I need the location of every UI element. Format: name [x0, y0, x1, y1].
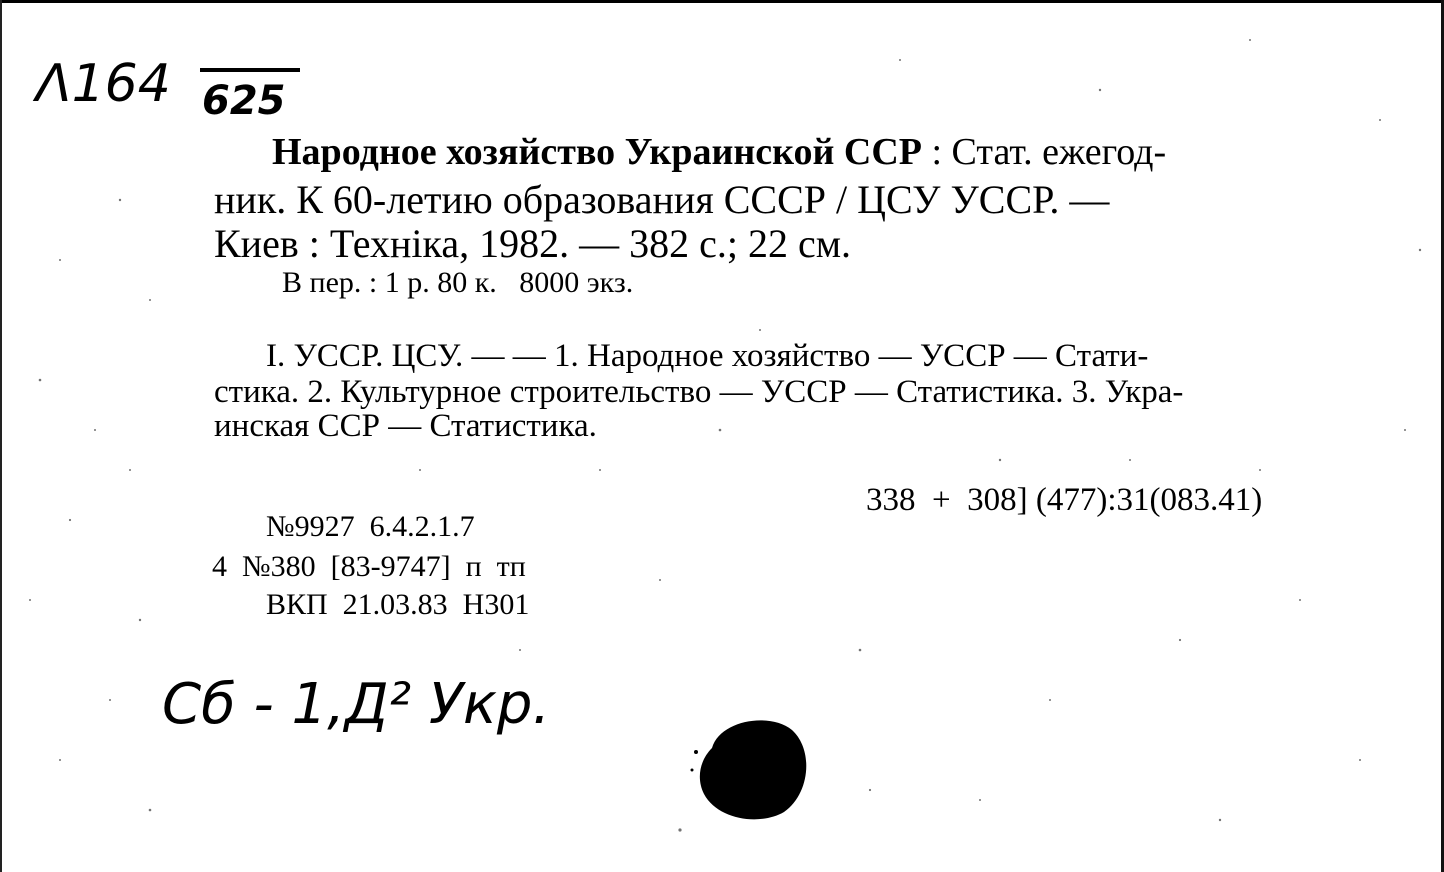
entry-title: Народное хозяйство Украинской ССР — [272, 131, 922, 173]
classification-number: 338 + 308] (477):31(083.41) — [866, 482, 1263, 518]
shelfmark-number-handwritten: 625 — [202, 78, 286, 124]
imprint-line-2: 4 №380 [83-9747] п тп — [212, 550, 526, 583]
entry-line-4: В пер. : 1 р. 80 к. 8000 экз. — [282, 266, 634, 299]
shelfmark-overline — [200, 68, 300, 72]
entry-title-rest: : Стат. ежегод- — [922, 131, 1167, 173]
handwritten-note: Сб - 1,Д² Укр. — [162, 672, 551, 737]
entry-line-2: ник. К 60-летию образования СССР / ЦСУ УССР. — — [214, 177, 1110, 222]
subjects-line-3: инская ССР — Статистика. — [214, 408, 597, 444]
imprint-line-1: №9927 6.4.2.1.7 — [266, 510, 475, 543]
subjects-line-2: стика. 2. Культурное строительство — УССР — Статистика. 3. Укра- — [214, 374, 1184, 410]
imprint-line-3: ВКП 21.03.83 Н301 — [266, 588, 530, 621]
subjects-line-1: I. УССР. ЦСУ. — — 1. Народное хозяйство — УССР — Стати- — [266, 338, 1149, 374]
entry-line-3: Киев : Техніка, 1982. — 382 с.; 22 см. — [214, 221, 852, 266]
entry-line-1 — [272, 130, 1166, 174]
punch-hole-blot — [690, 708, 820, 828]
shelfmark-handwritten: Λ164 — [36, 54, 171, 114]
